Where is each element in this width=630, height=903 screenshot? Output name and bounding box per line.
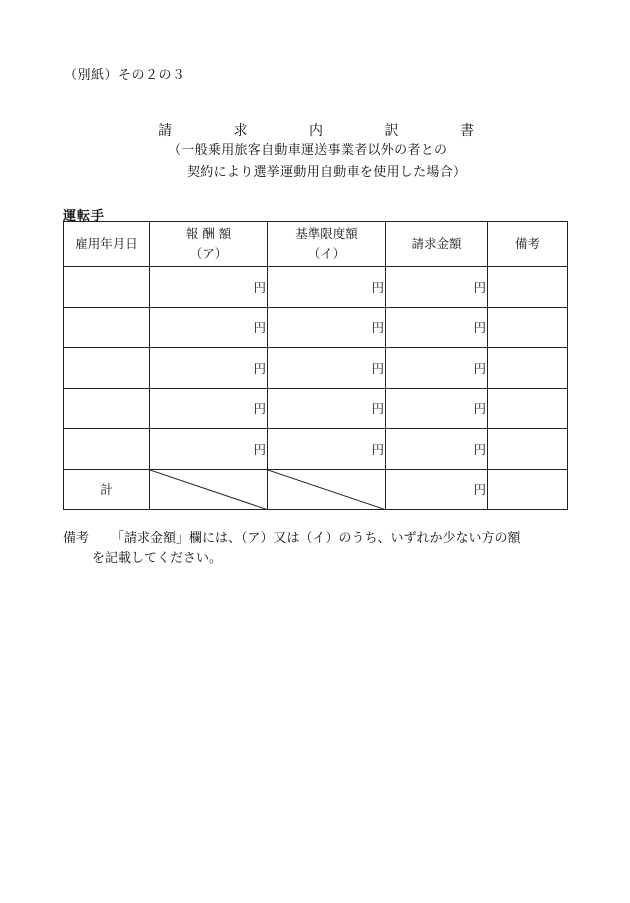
limit-cell[interactable]: 円 bbox=[268, 307, 386, 348]
section-label: 運転手 bbox=[63, 209, 106, 224]
limit-cell[interactable]: 円 bbox=[268, 429, 386, 470]
note-text-2: を記載してください。 bbox=[92, 551, 223, 566]
remuneration-cell[interactable]: 円 bbox=[150, 348, 268, 389]
header-row bbox=[64, 222, 568, 267]
remarks-note bbox=[63, 529, 521, 569]
title-char: 内 bbox=[309, 123, 323, 139]
subtitle-line-2: 契約により選挙運動用自動車を使用した場合） bbox=[187, 165, 467, 180]
header-remuneration-mark: （ア） bbox=[189, 246, 228, 261]
diagonal-strike bbox=[150, 470, 267, 510]
remarks-cell[interactable] bbox=[488, 267, 568, 308]
reference-label: （別紙）その２の３ bbox=[64, 68, 186, 83]
document-title bbox=[158, 120, 474, 140]
table-row bbox=[64, 307, 568, 348]
employment-date-cell[interactable] bbox=[64, 429, 150, 470]
diagonal-strike bbox=[268, 470, 385, 510]
remuneration-cell[interactable]: 円 bbox=[150, 307, 268, 348]
remarks-cell[interactable] bbox=[488, 388, 568, 429]
header-remuneration bbox=[150, 222, 268, 267]
header-claim-amount: 請求金額 bbox=[386, 222, 488, 267]
note-label: 備考 bbox=[63, 531, 90, 546]
title-char: 書 bbox=[460, 123, 474, 139]
header-employment-date: 雇用年月日 bbox=[64, 222, 150, 267]
claim-table bbox=[63, 221, 568, 510]
note-line-1 bbox=[63, 529, 521, 549]
claim-amount-cell[interactable]: 円 bbox=[386, 307, 488, 348]
header-remarks: 備考 bbox=[488, 222, 568, 267]
limit-cell[interactable]: 円 bbox=[268, 388, 386, 429]
table-row bbox=[64, 267, 568, 308]
employment-date-cell[interactable] bbox=[64, 348, 150, 389]
limit-cell[interactable]: 円 bbox=[268, 348, 386, 389]
remuneration-cell[interactable]: 円 bbox=[150, 388, 268, 429]
total-remarks-cell[interactable] bbox=[488, 469, 568, 510]
table-row bbox=[64, 388, 568, 429]
remarks-cell[interactable] bbox=[488, 429, 568, 470]
remarks-cell[interactable] bbox=[488, 307, 568, 348]
employment-date-cell[interactable] bbox=[64, 307, 150, 348]
total-claim-amount-cell[interactable]: 円 bbox=[386, 469, 488, 510]
employment-date-cell[interactable] bbox=[64, 388, 150, 429]
table-row bbox=[64, 348, 568, 389]
claim-amount-cell[interactable]: 円 bbox=[386, 267, 488, 308]
title-char: 求 bbox=[233, 123, 248, 139]
table-row bbox=[64, 429, 568, 470]
total-row bbox=[64, 469, 568, 510]
header-limit-label: 基準限度額 bbox=[295, 226, 358, 241]
title-char: 訳 bbox=[384, 123, 399, 139]
title-char: 請 bbox=[158, 123, 172, 139]
header-remuneration-label: 報 酬 額 bbox=[185, 226, 232, 241]
limit-cell[interactable]: 円 bbox=[268, 267, 386, 308]
total-remuneration-crossed bbox=[150, 469, 268, 510]
remuneration-cell[interactable]: 円 bbox=[150, 429, 268, 470]
remarks-cell[interactable] bbox=[488, 348, 568, 389]
claim-amount-cell[interactable]: 円 bbox=[386, 388, 488, 429]
header-limit bbox=[268, 222, 386, 267]
claim-amount-cell[interactable]: 円 bbox=[386, 348, 488, 389]
total-label: 計 bbox=[64, 469, 150, 510]
employment-date-cell[interactable] bbox=[64, 267, 150, 308]
header-limit-mark: （イ） bbox=[307, 246, 346, 261]
subtitle-line-1: （一般乗用旅客自動車運送事業者以外の者との bbox=[168, 143, 448, 158]
total-limit-crossed bbox=[268, 469, 386, 510]
claim-amount-cell[interactable]: 円 bbox=[386, 429, 488, 470]
note-text-1: 「請求金額」欄には、（ア）又は（イ）のうち、いずれか少ない方の額 bbox=[111, 531, 521, 546]
remuneration-cell[interactable]: 円 bbox=[150, 267, 268, 308]
